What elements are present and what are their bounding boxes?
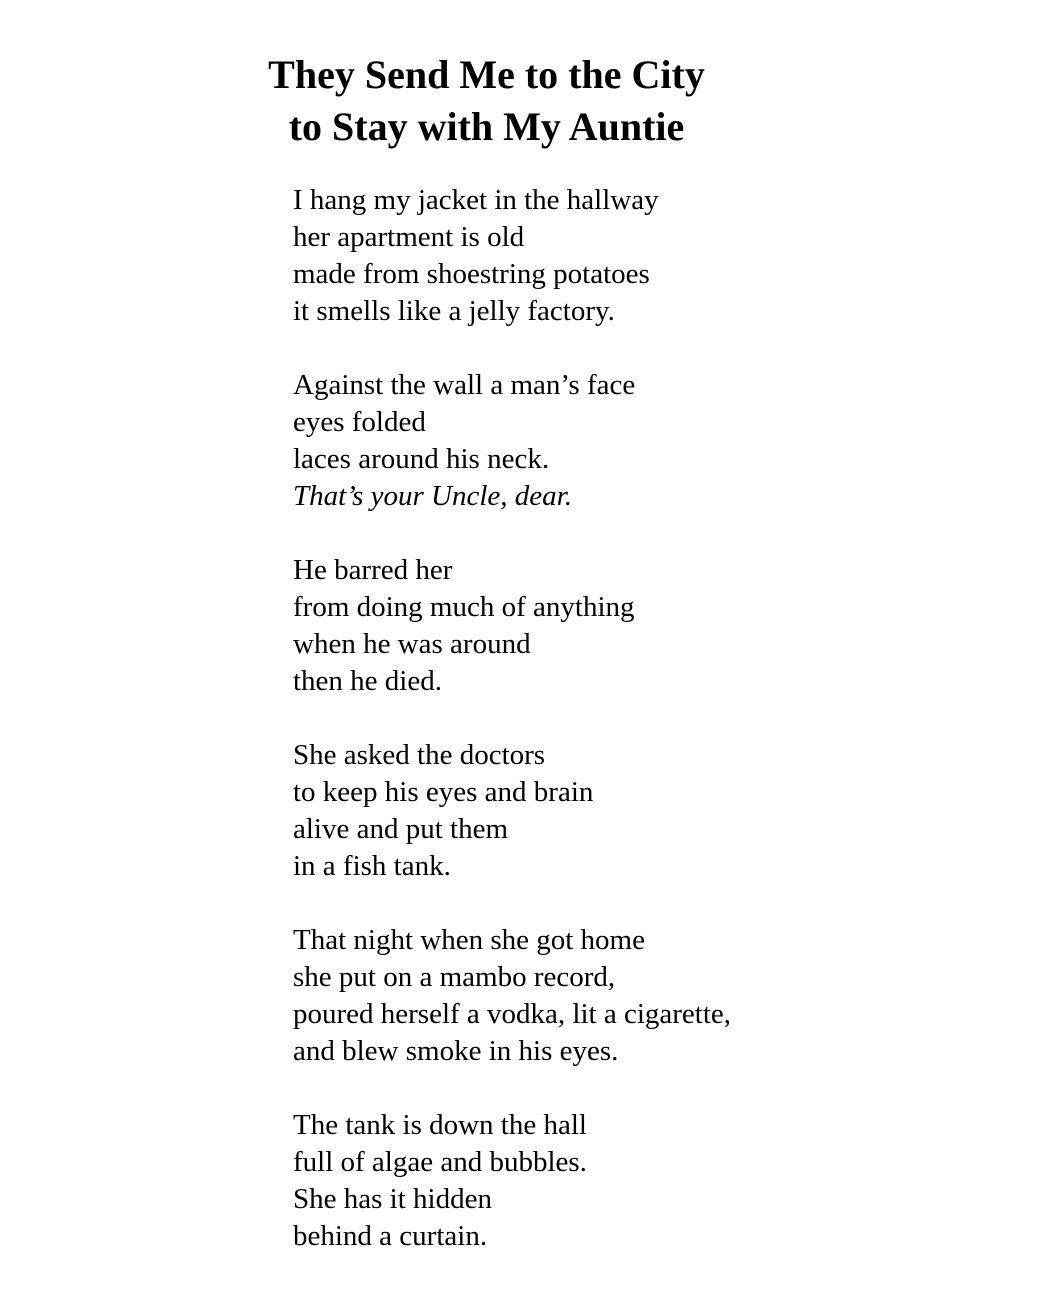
poem-line: That night when she got home xyxy=(293,924,645,956)
poem-title-line: to Stay with My Auntie xyxy=(288,104,685,149)
poem-line: alive and put them xyxy=(293,813,509,845)
stanza xyxy=(293,182,1013,330)
poem-body xyxy=(293,182,1013,1292)
poem-line: to keep his eyes and brain xyxy=(293,776,594,808)
stanza xyxy=(293,922,1013,1070)
poem-line: her apartment is old xyxy=(293,221,525,253)
poem-line: She has it hidden xyxy=(293,1183,492,1215)
stanza xyxy=(293,367,1013,515)
poem-line: poured herself a vodka, lit a cigarette, xyxy=(293,998,732,1030)
poem-title-line: They Send Me to the City xyxy=(268,52,705,97)
poem-line: it smells like a jelly factory. xyxy=(293,295,615,327)
poem-line: from doing much of anything xyxy=(293,591,635,623)
poem-line: She asked the doctors xyxy=(293,739,546,771)
poem-line: He barred her xyxy=(293,554,453,586)
poem-line-italic: That’s your Uncle, dear. xyxy=(293,480,572,512)
poem-line: I hang my jacket in the hallway xyxy=(293,184,659,216)
poem-line: then he died. xyxy=(293,665,442,697)
poem-line: and blew smoke in his eyes. xyxy=(293,1035,619,1067)
poem-line: behind a curtain. xyxy=(293,1220,488,1252)
poem-line: when he was around xyxy=(293,628,531,660)
poem-title xyxy=(0,49,973,153)
poem-line: Against the wall a man’s face xyxy=(293,369,636,401)
poem-line: The tank is down the hall xyxy=(293,1109,587,1141)
poem-line: made from shoestring potatoes xyxy=(293,258,650,290)
stanza xyxy=(293,552,1013,700)
poem-line: she put on a mambo record, xyxy=(293,961,616,993)
poem-line: in a fish tank. xyxy=(293,850,451,882)
poem-line: full of algae and bubbles. xyxy=(293,1146,587,1178)
poem-line: eyes folded xyxy=(293,406,426,438)
stanza xyxy=(293,737,1013,885)
stanza xyxy=(293,1107,1013,1255)
poem-line: laces around his neck. xyxy=(293,443,550,475)
